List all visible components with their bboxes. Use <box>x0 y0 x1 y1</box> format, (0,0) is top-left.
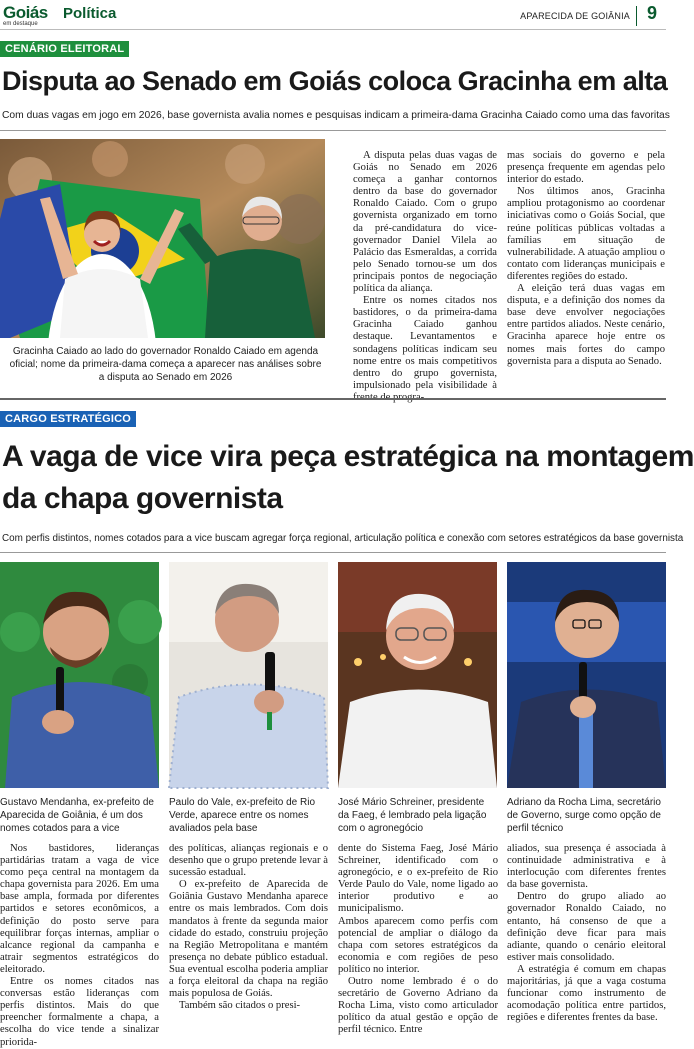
story1-kicker: CENÁRIO ELEITORAL <box>0 41 129 57</box>
edition-city: APARECIDA DE GOIÂNIA <box>520 11 630 21</box>
gustavo-mendanha-portrait <box>0 562 159 788</box>
story2-deck: Com perfis distintos, nomes cotados para a vice buscam agregar força regional, articulação política e conexão com setores estratégicos da base governista <box>2 533 684 544</box>
mendanha-photo <box>0 562 159 788</box>
rocha-lima-caption: Adriano da Rocha Lima, secretário de Governo, surge como opção de perfil técnico <box>507 797 661 834</box>
story2-column-4 <box>507 843 666 1024</box>
page-header <box>0 0 666 30</box>
story2-headline-line1: A vaga de vice vira peça estratégica na montagem <box>2 440 694 473</box>
story1-photo <box>0 139 325 338</box>
rocha-lima-photo <box>507 562 666 788</box>
paulo-do-vale-portrait <box>169 562 328 788</box>
story2-col3-paragraph: dente do Sistema Faeg, José Mário Schreiner, identificado com o agronegócio, e o ex-prefeito de Rio Verde Paulo do Vale, nome ligado ao interior produtivo e ao municipalismo. <box>338 843 498 915</box>
story1-photo-caption: Gracinha Caiado ao lado do governador Ronaldo Caiado em agenda oficial; nome da primeira-dama começa a aparecer nas análises sobre a disputa ao Senado em 2026 <box>9 346 322 383</box>
section-name: Política <box>63 5 117 22</box>
story1-column-2 <box>507 150 665 368</box>
jose-mario-schreiner-portrait <box>338 562 497 788</box>
logo-brand: Goiás <box>3 3 48 22</box>
story2-kicker: CARGO ESTRATÉGICO <box>0 411 136 427</box>
story1-col2-paragraph: A eleição terá duas vagas em disputa, e a definição dos nomes da base deve envolver negociações entre partidos aliados. Neste cenário, Gracinha aparece hoje entre os nomes mais fortes do campo governista para a disputa ao Senado. <box>507 283 665 367</box>
paulo-do-vale-caption: Paulo do Vale, ex-prefeito de Rio Verde, aparece entre os nomes avaliados pela base <box>169 797 316 834</box>
schreiner-photo <box>338 562 497 788</box>
story1-col2-paragraph: Nos últimos anos, Gracinha ampliou protagonismo ao coordenar iniciativas como o Goiás Social, que reúne políticas públicas voltadas a famílias em situação de vulnerabilidade. A atuação ampliou o contato com lideranças municipais e diferentes regiões do estado. <box>507 186 665 282</box>
story2-col4-paragraph: aliados, sua presença é associada à continuidade administrativa e à interlocução com diferentes frentes da base governista. <box>507 843 666 891</box>
story1-deck-rule <box>0 130 666 131</box>
story1-col2-paragraph: mas sociais do governo e pela presença frequente em agendas pelo interior do estado. <box>507 150 665 186</box>
story2-col4-paragraph: A estratégia é comum em chapas majoritárias, já que a vaga costuma funcionar como instrumento de acomodação política entre partidos, regiões e diferentes frentes da base. <box>507 963 666 1024</box>
paulo-do-vale-photo <box>169 562 328 788</box>
story2-column-1 <box>0 843 159 1049</box>
page-number: 9 <box>646 3 657 23</box>
story1-deck: Com duas vagas em jogo em 2026, base governista avalia nomes e pesquisas indicam a primeira-dama Gracinha Caiado como uma das favoritas <box>2 110 670 121</box>
schreiner-caption: José Mário Schreiner, presidente da Faeg, é lembrado pela ligação com o agronegócio <box>338 797 487 834</box>
story1-col1-paragraph: A disputa pelas duas vagas de Goiás no Senado em 2026 começa a ganhar contornos dentro da base do governador Ronaldo Caiado. Com o grupo governista organizado em torno da pré-candidatura do vice-governador Daniel Vilela ao Palácio das Esmeraldas, a corrida pelo Senado tornou-se um dos principais pontos de negociação política da aliança. <box>353 150 497 295</box>
story1-headline: Disputa ao Senado em Goiás coloca Gracinha em alta <box>2 66 668 96</box>
story2-col2-paragraph: des políticas, alianças regionais e o desenho que o grupo pretende levar à sucessão estadual. <box>169 843 328 879</box>
story2-headline-line2: da chapa governista <box>2 482 283 515</box>
section-divider <box>0 398 666 400</box>
story1-column-1 <box>353 150 497 404</box>
story2-col2-paragraph: Também são citados o presi- <box>179 1000 301 1012</box>
story2-col4-paragraph: Dentro do grupo aliado ao governador Ronaldo Caiado, no entanto, há consenso de que a definição deve ficar para mais adiante, quando o cenário eleitoral estiver mais consolidado. <box>507 891 666 963</box>
story2-deck-rule <box>0 552 666 553</box>
story2-col3-paragraph: Outro nome lembrado é o do secretário de Governo Adriano da Rocha Lima, visto como articulador político da atual gestão e opção de perfil técnico. Entre <box>338 976 498 1036</box>
logo-tagline: em destaque <box>3 21 38 27</box>
story2-col1-paragraph: Entre os nomes citados nas conversas estão lideranças com perfis distintos. Mais do que preencher formalmente a chapa, a escolha do vice tende a sinalizar priorida- <box>0 976 159 1048</box>
adriano-rocha-lima-portrait <box>507 562 666 788</box>
newspaper-logo[interactable] <box>3 4 59 28</box>
header-divider <box>636 6 637 26</box>
gracinha-caiado-photo <box>0 139 325 338</box>
story2-col1-paragraph: Nos bastidores, lideranças partidárias tratam a vaga de vice como peça central na montagem da chapa governista para 2026. Em uma base ampla, formada por diferentes partidos e setores econômicos, a definição do posto serve para equilibrar forças internas, ampliar o alcance regional da campanha e atrair segmentos estratégicos do eleitorado. <box>0 843 159 975</box>
story2-col2-paragraph: O ex-prefeito de Aparecida de Goiânia Gustavo Mendanha aparece entre os mais lembrados. Com dois mandatos à frente da segunda maior cidade do estado, construiu projeção na Região Metropolitana e mantém presença no debate público estadual. Sua eventual escolha poderia ampliar a força eleitoral da chapa na região mais populosa de Goiás. <box>169 879 328 1000</box>
mendanha-caption: Gustavo Mendanha, ex-prefeito de Aparecida de Goiânia, é um dos nomes cotados para a vice <box>0 797 154 834</box>
story1-col1-paragraph: Entre os nomes citados nos bastidores, o da primeira-dama Gracinha Caiado ganhou destaque. Levantamentos e sondagens políticas indicam seu nome entre os mais competitivos dentro do grupo governista, impulsionado pela visibilidade à <box>353 295 497 391</box>
story2-column-2 <box>169 843 328 1012</box>
story2-col3-paragraph: Ambos aparecem como perfis com potencial de ampliar o diálogo da chapa com setores estratégicos da economia e com regiões de peso político no interior. <box>338 915 498 975</box>
story2-column-3 <box>338 843 498 1037</box>
